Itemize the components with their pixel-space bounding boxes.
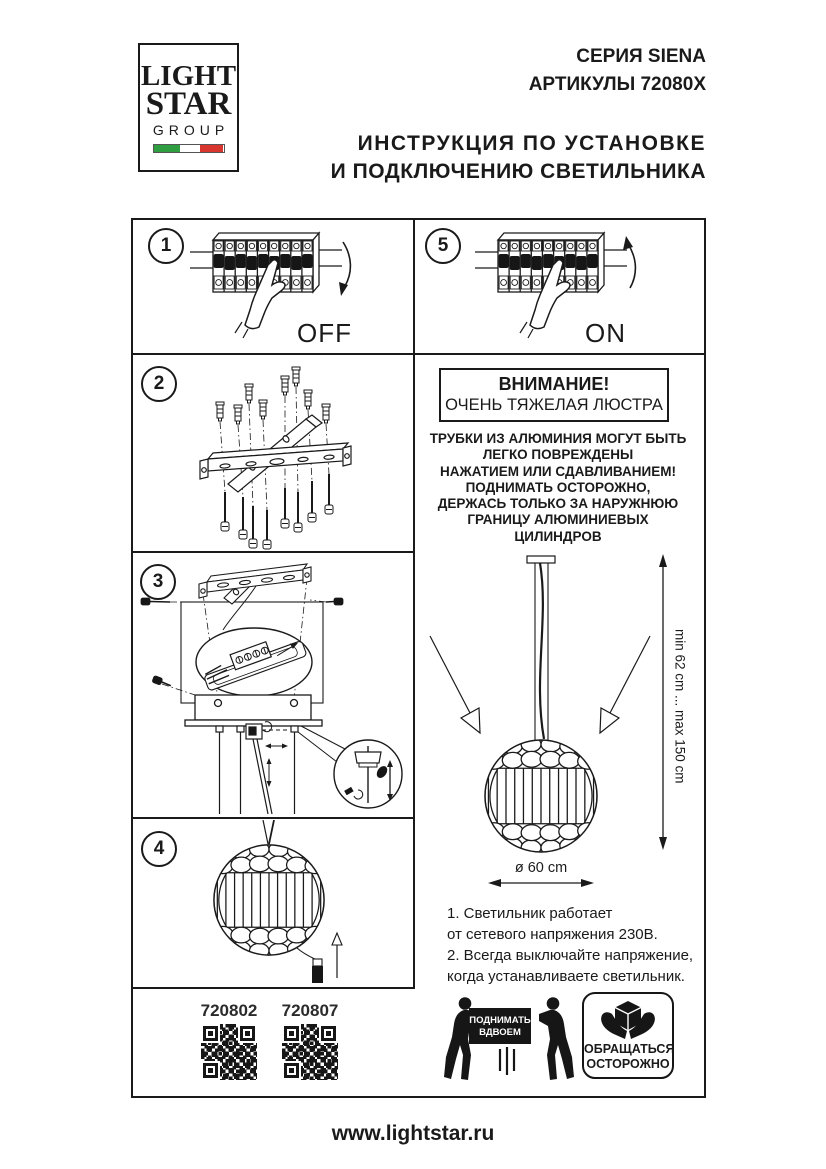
column-divider	[413, 218, 415, 988]
instruction-title-line1: ИНСТРУКЦИЯ ПО УСТАНОВКЕ	[357, 132, 706, 155]
articles-title: АРТИКУЛЫ 72080X	[528, 74, 706, 95]
logo-word-group: GROUP	[152, 121, 230, 138]
care-label-line1: ОБРАЩАТЬСЯ	[584, 1042, 675, 1056]
hands-holding-cube-icon	[600, 1000, 656, 1040]
logo-word-star: STAR	[145, 85, 232, 122]
warning-line: ПОДНИМАТЬ ОСТОРОЖНО,	[465, 479, 651, 495]
note-line: 2. Всегда выключайте напряжение,	[447, 947, 694, 964]
warning-subtitle: ОЧЕНЬ ТЯЖЕЛАЯ ЛЮСТРА	[445, 396, 663, 414]
suspension-height-label: min 62 cm ... max 150 cm	[672, 628, 688, 784]
step2-mounting-bracket-diagram	[185, 364, 375, 550]
lift-label-line1: ПОДНИМАТЬ	[469, 1015, 531, 1026]
step5-number: 5	[425, 228, 461, 264]
warning-line: НАЖАТИЕМ ИЛИ СДАВЛИВАНИЕМ!	[440, 463, 676, 479]
warning-line: ЛЕГКО ПОВРЕЖДЕНЫ	[482, 447, 634, 463]
warning-line: ГРАНИЦУ АЛЮМИНИЕВЫХ ЦИЛИНДРОВ	[467, 512, 649, 544]
step3-number: 3	[140, 564, 176, 600]
row-divider-4	[131, 987, 415, 989]
row-divider-right	[413, 353, 706, 355]
note-line: когда устанавливаете светильник.	[447, 968, 685, 985]
warning-box	[439, 368, 669, 422]
warning-line: ТРУБКИ ИЗ АЛЮМИНИЯ МОГУТ БЫТЬ	[429, 431, 687, 446]
logo-word-light: LIGHT	[140, 59, 237, 92]
step1-number: 1	[148, 228, 184, 264]
care-label-line2: ОСТОРОЖНО	[586, 1057, 670, 1071]
plug-connector	[312, 959, 323, 983]
product-code-720802: 720802	[200, 1001, 258, 1020]
row-divider-2	[131, 551, 415, 553]
qr-code-720807	[282, 1024, 338, 1080]
step4-chandelier-plug-diagram	[185, 820, 395, 986]
diameter-dimension	[488, 879, 594, 887]
warning-body	[424, 431, 692, 545]
handle-with-care-icon	[582, 992, 674, 1079]
step5-on-label: ON	[585, 318, 626, 348]
warning-line: ДЕРЖАСЬ ТОЛЬКО ЗА НАРУЖНЮЮ	[437, 496, 679, 512]
product-code-720807: 720807	[281, 1001, 339, 1020]
warning-title: ВНИМАНИЕ!	[498, 374, 610, 394]
chandelier-dimensions-diagram	[420, 548, 705, 898]
step4-number: 4	[141, 831, 177, 867]
row-divider-3	[131, 817, 415, 819]
row-divider-1	[131, 353, 415, 355]
diameter-label: ø 60 cm	[514, 860, 568, 876]
note-line: от сетевого напряжения 230В.	[447, 926, 658, 943]
series-title: СЕРИЯ SIENA	[576, 46, 706, 67]
instruction-title-line2: И ПОДКЛЮЧЕНИЮ СВЕТИЛЬНИКА	[330, 160, 706, 183]
lift-icon-label	[469, 1008, 531, 1044]
qr-code-720802	[201, 1024, 257, 1080]
lift-label-line2: ВДВОЕМ	[479, 1026, 521, 1038]
step1-off-label: OFF	[297, 318, 352, 348]
website-url: www.lightstar.ru	[331, 1122, 495, 1145]
step2-number: 2	[141, 366, 177, 402]
step3-canopy-wiring-diagram	[138, 556, 410, 816]
power-notes	[447, 903, 693, 987]
note-line: 1. Светильник работает	[447, 905, 613, 922]
height-dimension	[659, 554, 667, 850]
